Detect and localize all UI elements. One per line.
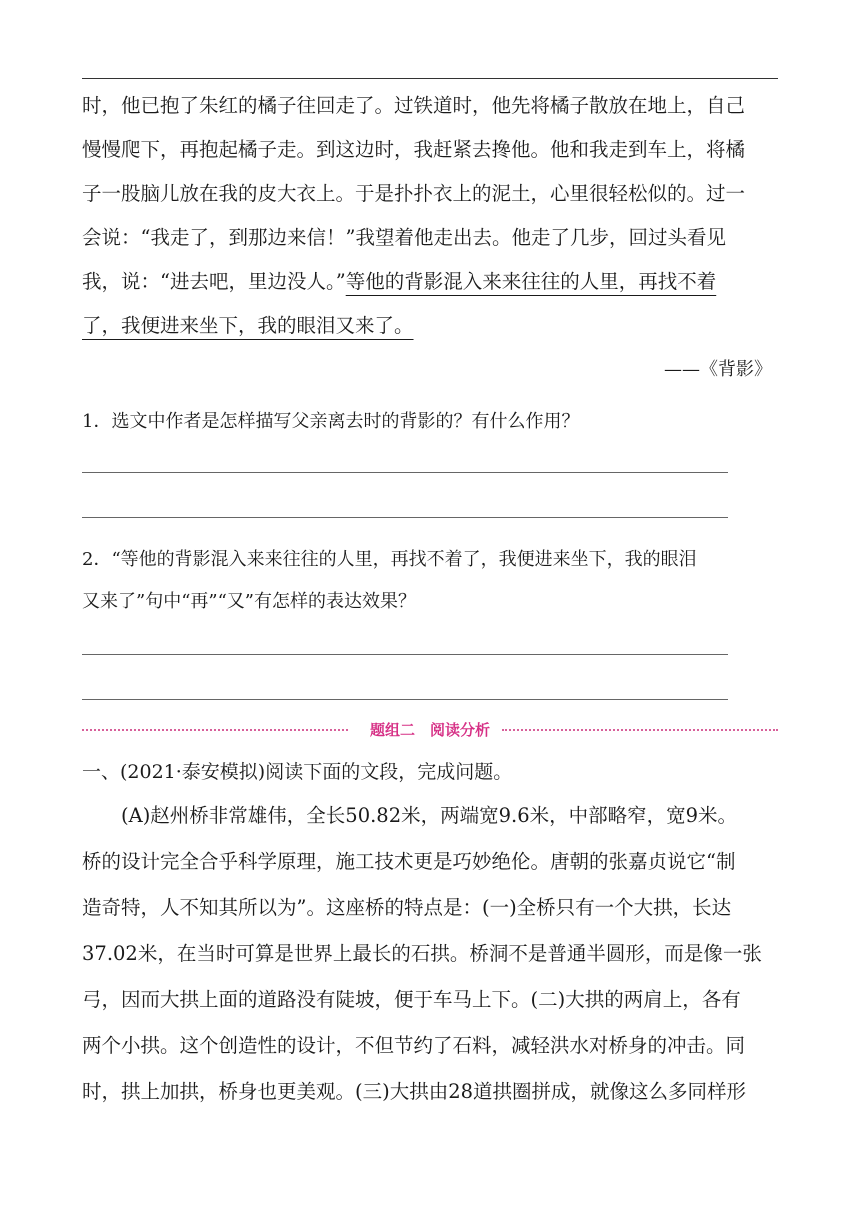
part2-line-5: 弓，因而大拱上面的道路没有陡坡，便于车马上下。(二)大拱的两肩上，各有: [82, 988, 741, 1011]
question-1: 1．选文中作者是怎样描写父亲离去时的背影的？有什么作用？: [82, 411, 580, 432]
question-2-line-1: 2．“等他的背影混入来来往往的人里，再找不着了，我便进来坐下，我的眼泪: [82, 549, 697, 570]
section-title: 题组二 阅读分析: [369, 721, 490, 739]
answer-line-q1-1[interactable]: [82, 472, 728, 473]
passage-line-6: [82, 304, 778, 348]
part2-line-6: 两个小拱。这个创造性的设计，不但节约了石料，减轻洪水对桥身的冲击。同: [82, 1034, 746, 1057]
answer-line-q2-1[interactable]: [82, 654, 728, 655]
top-rule: [82, 78, 778, 79]
part2-line-1: (A)赵州桥非常雄伟，全长50.82米，两端宽9.6米，中部略窄，宽9米。: [121, 804, 738, 827]
part2-line-3: 造奇特，人不知其所以为”。这座桥的特点是：(一)全桥只有一个大拱，长达: [82, 896, 732, 919]
passage-source: ——《背影》: [664, 359, 772, 380]
part2-line-4: 37.02米，在当时可算是世界上最长的石拱。桥洞不是普通半圆形，而是像一张: [82, 942, 762, 965]
section-divider-left: [82, 729, 348, 731]
passage-line-4: 会说：“我走了，到那边来信！”我望着他走出去。他走了几步，回过头看见: [82, 226, 726, 249]
underlined-sentence-part-1: 等他的背影混入来来往往的人里，再找不着: [345, 270, 717, 293]
passage-line-3: 子一股脑儿放在我的皮大衣上。于是扑扑衣上的泥土，心里很轻松似的。过一: [82, 182, 746, 205]
passage-line-5-plain: 我，说：“进去吧，里边没人。”: [82, 270, 346, 293]
part2-line-2: 桥的设计完全合乎科学原理，施工技术更是巧妙绝伦。唐朝的张嘉贞说它“制: [82, 850, 736, 873]
underlined-sentence-part-2: 了，我便进来坐下，我的眼泪又来了。: [82, 314, 414, 337]
part2-line-7: 时，拱上加拱，桥身也更美观。(三)大拱由28道拱圈拼成，就像这么多同样形: [82, 1080, 747, 1103]
passage-line-1: 时，他已抱了朱红的橘子往回走了。过铁道时，他先将橘子散放在地上，自己: [82, 94, 746, 117]
answer-line-q2-2[interactable]: [82, 699, 728, 700]
section-divider-right: [502, 729, 778, 731]
passage-line-2: 慢慢爬下，再抱起橘子走。到这边时，我赶紧去搀他。他和我走到车上，将橘: [82, 138, 746, 161]
answer-line-q1-2[interactable]: [82, 517, 728, 518]
part2-intro: 一、(2021·泰安模拟)阅读下面的文段，完成问题。: [82, 761, 513, 783]
passage-line-5: [82, 260, 778, 304]
question-2-line-2: 又来了”句中“再”“又”有怎样的表达效果？: [82, 591, 417, 612]
section-header: [82, 715, 778, 745]
